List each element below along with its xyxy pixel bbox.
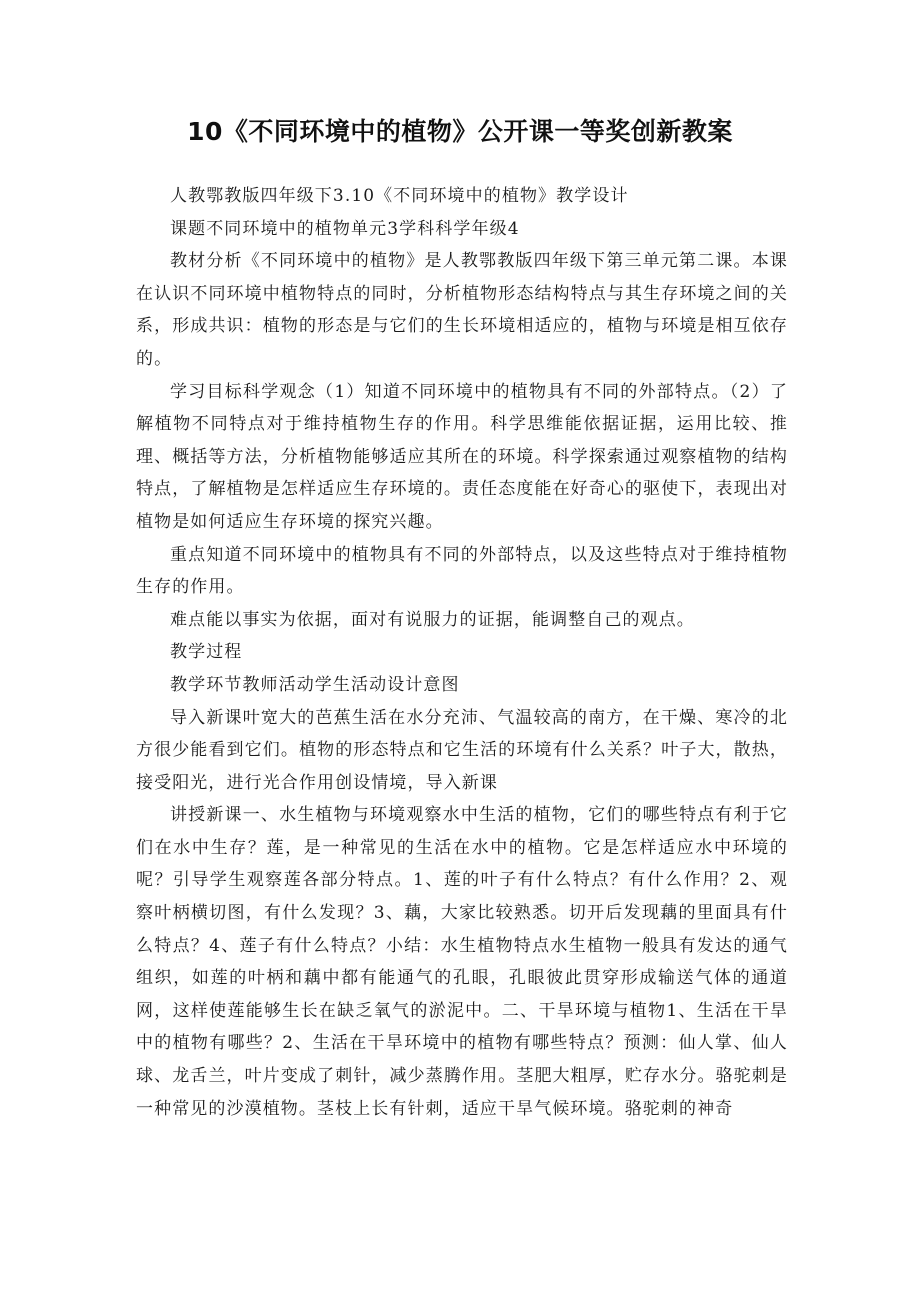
document-title: 10《不同环境中的植物》公开课一等奖创新教案 <box>187 117 733 146</box>
paragraph-key-points: 重点知道不同环境中的植物具有不同的外部特点，以及这些特点对于维持植物生存的作用。 <box>136 544 788 598</box>
paragraph-process-heading: 教学过程 <box>170 642 243 663</box>
paragraph-material-analysis: 教材分析《不同环境中的植物》是人教鄂教版四年级下第三单元第二课。本课在认识不同环境中植物特点的同时，分析植物形态结构特点与其生存环境之间的关系，形成共识：植物的形态是与它们的生长环境相适应的，植物与环境是相互依存的。 <box>136 251 788 369</box>
paragraph-course-info: 课题不同环境中的植物单元3学科科学年级4 <box>170 218 520 239</box>
paragraph-subtitle: 人教鄂教版四年级下3.10《不同环境中的植物》教学设计 <box>170 186 629 206</box>
document-body <box>136 180 788 1125</box>
paragraph-learning-goals: 学习目标科学观念（1）知道不同环境中的植物具有不同的外部特点。（2）了解植物不同特点对于维持植物生存的作用。科学思维能依据证据，运用比较、推理、概括等方法，分析植物能够适应其所在的环境。科学探索通过观察植物的结构特点，了解植物是怎样适应生存环境的。责任态度能在好奇心的驱使下，表现出对植物是如何适应生存环境的探究兴趣。 <box>136 381 788 532</box>
paragraph-new-lesson: 讲授新课一、水生植物与环境观察水中生活的植物，它们的哪些特点有利于它们在水中生存？莲，是一种常见的生活在水中的植物。它是怎样适应水中环境的呢？引导学生观察莲各部分特点。1、莲的叶子有什么特点？有什么作用？2、观察叶柄横切图，有什么发现？3、藕，大家比较熟悉。切开后发现藕的里面具有什么特点？4、莲子有什么特点？小结：水生植物特点水生植物一般具有发达的通气组织，如莲的叶柄和藕中都有能通气的孔眼，孔眼彼此贯穿形成输送气体的通道网，这样使莲能够生长在缺乏氧气的淤泥中。二、干旱环境与植物1、生活在干旱中的植物有哪些？2、生活在干旱环境中的植物有哪些特点？预测：仙人掌、仙人球、龙舌兰，叶片变成了刺针，减少蒸腾作用。茎肥大粗厚，贮存水分。骆驼刺是一种常见的沙漠植物。茎枝上长有针刺，适应干旱气候环境。骆驼刺的神奇 <box>136 805 788 1119</box>
paragraph-introduction: 导入新课叶宽大的芭蕉生活在水分充沛、气温较高的南方，在干燥、寒冷的北方很少能看到它们。植物的形态特点和它生活的环境有什么关系？叶子大，散热，接受阳光，进行光合作用创设情境，导入新课 <box>136 707 788 793</box>
paragraph-difficulties: 难点能以事实为依据，面对有说服力的证据，能调整自己的观点。 <box>170 609 695 630</box>
paragraph-table-header: 教学环节教师活动学生活动设计意图 <box>170 674 460 695</box>
